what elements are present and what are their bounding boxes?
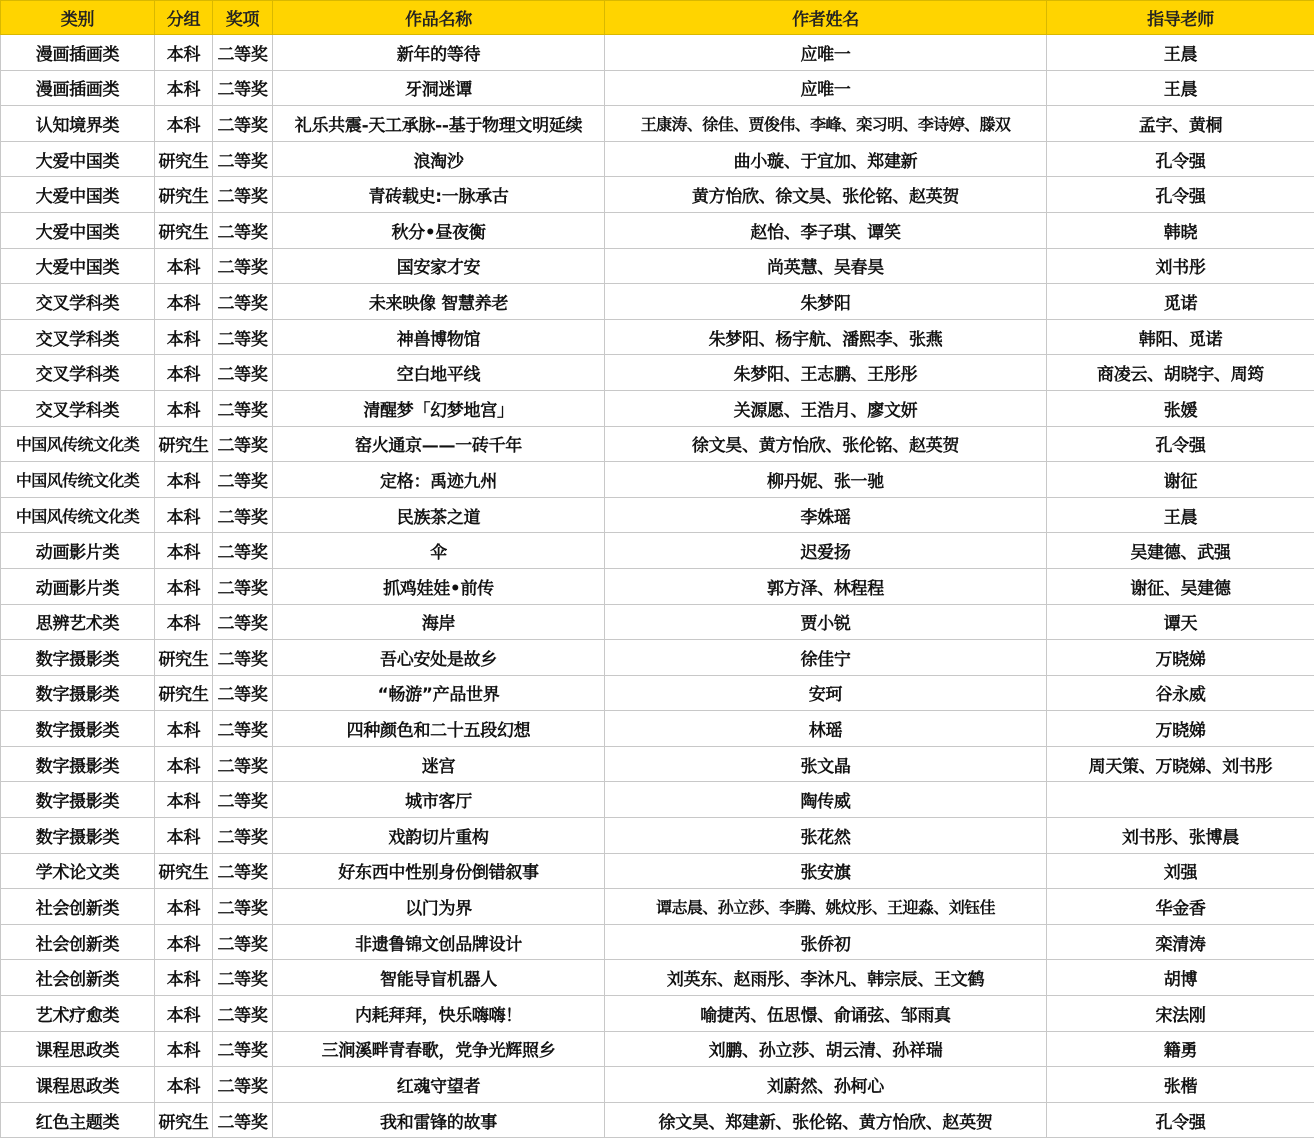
cell-group: 研究生	[155, 212, 213, 248]
table-row	[1, 462, 1314, 498]
cell-author-names: 张文晶	[605, 746, 1047, 782]
cell-group: 本科	[155, 106, 213, 142]
cell-category: 大爱中国类	[1, 248, 155, 284]
cell-group: 本科	[155, 248, 213, 284]
cell-group: 研究生	[155, 1102, 213, 1138]
cell-author-names: 赵怡、李子琪、谭笑	[605, 212, 1047, 248]
table-row	[1, 426, 1314, 462]
cell-award: 二等奖	[213, 818, 273, 854]
cell-category: 漫画插画类	[1, 35, 155, 71]
cell-advisor: 万晓娣	[1047, 640, 1314, 676]
header-work-title: 作品名称	[273, 1, 605, 35]
cell-award: 二等奖	[213, 212, 273, 248]
table-row	[1, 284, 1314, 320]
cell-work-title: 新年的等待	[273, 35, 605, 71]
cell-group: 本科	[155, 355, 213, 391]
cell-advisor: 吴建德、武强	[1047, 533, 1314, 569]
cell-work-title: 浪淘沙	[273, 141, 605, 177]
cell-category: 艺术疗愈类	[1, 996, 155, 1032]
cell-author-names: 黄方怡欣、徐文昊、张伦铭、赵英贺	[605, 177, 1047, 213]
cell-category: 思辨艺术类	[1, 604, 155, 640]
cell-advisor: 谢征	[1047, 462, 1314, 498]
cell-advisor: 孟宇、黄桐	[1047, 106, 1314, 142]
cell-group: 本科	[155, 497, 213, 533]
cell-category: 交叉学科类	[1, 390, 155, 426]
cell-work-title: 红魂守望者	[273, 1067, 605, 1103]
table-row	[1, 70, 1314, 106]
table-row	[1, 604, 1314, 640]
cell-advisor: 谢征、吴建德	[1047, 568, 1314, 604]
cell-category: 课程思政类	[1, 1031, 155, 1067]
cell-work-title: 四种颜色和二十五段幻想	[273, 711, 605, 747]
cell-advisor: 栾清涛	[1047, 924, 1314, 960]
cell-group: 本科	[155, 604, 213, 640]
cell-category: 中国风传统文化类	[1, 497, 155, 533]
cell-award: 二等奖	[213, 996, 273, 1032]
cell-author-names: 柳丹妮、张一驰	[605, 462, 1047, 498]
cell-category: 大爱中国类	[1, 212, 155, 248]
cell-work-title: 城市客厅	[273, 782, 605, 818]
table-row	[1, 212, 1314, 248]
cell-award: 二等奖	[213, 106, 273, 142]
cell-award: 二等奖	[213, 711, 273, 747]
cell-category: 红色主题类	[1, 1102, 155, 1138]
cell-award: 二等奖	[213, 462, 273, 498]
cell-award: 二等奖	[213, 853, 273, 889]
cell-advisor: 王晨	[1047, 497, 1314, 533]
cell-work-title: 迷宫	[273, 746, 605, 782]
cell-category: 交叉学科类	[1, 355, 155, 391]
cell-category: 大爱中国类	[1, 177, 155, 213]
cell-work-title: 礼乐共震-天工承脉--基于物理文明延续	[273, 106, 605, 142]
cell-work-title: 定格：禹迹九州	[273, 462, 605, 498]
cell-author-names: 刘蔚然、孙柯心	[605, 1067, 1047, 1103]
cell-work-title: 青砖载史:一脉承古	[273, 177, 605, 213]
cell-group: 本科	[155, 1067, 213, 1103]
cell-advisor: 王晨	[1047, 70, 1314, 106]
cell-author-names: 曲小璇、于宜加、郑建新	[605, 141, 1047, 177]
cell-group: 本科	[155, 284, 213, 320]
cell-work-title: 窑火通京——一砖千年	[273, 426, 605, 462]
cell-category: 动画影片类	[1, 533, 155, 569]
cell-group: 本科	[155, 319, 213, 355]
cell-group: 本科	[155, 1031, 213, 1067]
header-author-names: 作者姓名	[605, 1, 1047, 35]
cell-author-names: 喻捷芮、伍思憬、俞诵弦、邹雨真	[605, 996, 1047, 1032]
cell-group: 本科	[155, 818, 213, 854]
header-advisor: 指导老师	[1047, 1, 1314, 35]
cell-author-names: 张安旗	[605, 853, 1047, 889]
cell-author-names: 尚英慧、吴春昊	[605, 248, 1047, 284]
cell-advisor: 刘强	[1047, 853, 1314, 889]
cell-advisor: 孔令强	[1047, 141, 1314, 177]
cell-work-title: 非遗鲁锦文创品牌设计	[273, 924, 605, 960]
cell-group: 研究生	[155, 426, 213, 462]
cell-author-names: 迟爱扬	[605, 533, 1047, 569]
cell-work-title: 清醒梦「幻梦地宫」	[273, 390, 605, 426]
cell-group: 研究生	[155, 640, 213, 676]
cell-category: 数字摄影类	[1, 675, 155, 711]
cell-group: 研究生	[155, 141, 213, 177]
cell-work-title: 未来映像 智慧养老	[273, 284, 605, 320]
table-row	[1, 568, 1314, 604]
cell-group: 本科	[155, 462, 213, 498]
cell-work-title: 国安家才安	[273, 248, 605, 284]
cell-work-title: 伞	[273, 533, 605, 569]
cell-award: 二等奖	[213, 604, 273, 640]
table-row	[1, 960, 1314, 996]
cell-category: 社会创新类	[1, 924, 155, 960]
cell-award: 二等奖	[213, 1031, 273, 1067]
cell-award: 二等奖	[213, 426, 273, 462]
cell-category: 数字摄影类	[1, 746, 155, 782]
cell-author-names: 徐佳宁	[605, 640, 1047, 676]
cell-work-title: 神兽博物馆	[273, 319, 605, 355]
cell-advisor: 胡博	[1047, 960, 1314, 996]
cell-advisor: 周天策、万晓娣、刘书彤	[1047, 746, 1314, 782]
cell-author-names: 郭方泽、林程程	[605, 568, 1047, 604]
cell-category: 漫画插画类	[1, 70, 155, 106]
cell-author-names: 刘鹏、孙立莎、胡云清、孙祥瑞	[605, 1031, 1047, 1067]
cell-award: 二等奖	[213, 1102, 273, 1138]
cell-group: 本科	[155, 711, 213, 747]
cell-author-names: 刘英东、赵雨彤、李沐凡、韩宗辰、王文鹤	[605, 960, 1047, 996]
cell-advisor: 孔令强	[1047, 177, 1314, 213]
cell-category: 交叉学科类	[1, 284, 155, 320]
cell-award: 二等奖	[213, 568, 273, 604]
cell-award: 二等奖	[213, 640, 273, 676]
cell-group: 本科	[155, 782, 213, 818]
cell-author-names: 朱梦阳	[605, 284, 1047, 320]
cell-work-title: 以门为界	[273, 889, 605, 925]
cell-category: 数字摄影类	[1, 782, 155, 818]
cell-award: 二等奖	[213, 248, 273, 284]
cell-category: 数字摄影类	[1, 640, 155, 676]
table-row	[1, 924, 1314, 960]
cell-award: 二等奖	[213, 889, 273, 925]
cell-author-names: 王康涛、徐佳、贾俊伟、李峰、栾习明、李诗婷、滕双	[605, 106, 1047, 142]
cell-work-title: 抓鸡娃娃•前传	[273, 568, 605, 604]
table-row	[1, 746, 1314, 782]
cell-advisor: 华金香	[1047, 889, 1314, 925]
cell-author-names: 徐文昊、黄方怡欣、张伦铭、赵英贺	[605, 426, 1047, 462]
table-row	[1, 818, 1314, 854]
cell-work-title: 吾心安处是故乡	[273, 640, 605, 676]
cell-advisor: 孔令强	[1047, 1102, 1314, 1138]
cell-work-title: 民族茶之道	[273, 497, 605, 533]
header-category: 类别	[1, 1, 155, 35]
cell-advisor	[1047, 782, 1314, 818]
cell-award: 二等奖	[213, 355, 273, 391]
cell-work-title: 我和雷锋的故事	[273, 1102, 605, 1138]
cell-group: 本科	[155, 568, 213, 604]
cell-work-title: 三涧溪畔青春歌，党争光辉照乡	[273, 1031, 605, 1067]
cell-advisor: 张楷	[1047, 1067, 1314, 1103]
table-row	[1, 497, 1314, 533]
cell-award: 二等奖	[213, 497, 273, 533]
table-row	[1, 675, 1314, 711]
table-row	[1, 1031, 1314, 1067]
cell-group: 研究生	[155, 853, 213, 889]
cell-author-names: 李姝瑶	[605, 497, 1047, 533]
cell-author-names: 朱梦阳、王志鹏、王彤彤	[605, 355, 1047, 391]
cell-author-names: 贾小锐	[605, 604, 1047, 640]
cell-award: 二等奖	[213, 960, 273, 996]
cell-advisor: 谷永威	[1047, 675, 1314, 711]
cell-award: 二等奖	[213, 1067, 273, 1103]
cell-advisor: 觅诺	[1047, 284, 1314, 320]
cell-author-names: 安珂	[605, 675, 1047, 711]
cell-category: 社会创新类	[1, 889, 155, 925]
table-row	[1, 248, 1314, 284]
cell-author-names: 张侨初	[605, 924, 1047, 960]
cell-advisor: 张媛	[1047, 390, 1314, 426]
cell-advisor: 孔令强	[1047, 426, 1314, 462]
cell-award: 二等奖	[213, 70, 273, 106]
table-row	[1, 141, 1314, 177]
cell-group: 本科	[155, 924, 213, 960]
cell-award: 二等奖	[213, 533, 273, 569]
cell-author-names: 关源愿、王浩月、廖文妍	[605, 390, 1047, 426]
cell-group: 本科	[155, 35, 213, 71]
cell-category: 中国风传统文化类	[1, 426, 155, 462]
cell-award: 二等奖	[213, 924, 273, 960]
cell-category: 中国风传统文化类	[1, 462, 155, 498]
cell-award: 二等奖	[213, 141, 273, 177]
cell-work-title: “畅游”产品世界	[273, 675, 605, 711]
cell-advisor: 宋法刚	[1047, 996, 1314, 1032]
cell-work-title: 好东西中性别身份倒错叙事	[273, 853, 605, 889]
table-row	[1, 390, 1314, 426]
cell-category: 认知境界类	[1, 106, 155, 142]
table-row	[1, 640, 1314, 676]
cell-advisor: 韩阳、觅诺	[1047, 319, 1314, 355]
table-row	[1, 782, 1314, 818]
cell-author-names: 张花然	[605, 818, 1047, 854]
cell-group: 本科	[155, 390, 213, 426]
cell-category: 数字摄影类	[1, 711, 155, 747]
cell-group: 本科	[155, 746, 213, 782]
cell-work-title: 牙洞迷谭	[273, 70, 605, 106]
cell-work-title: 智能导盲机器人	[273, 960, 605, 996]
cell-author-names: 陶传威	[605, 782, 1047, 818]
cell-category: 大爱中国类	[1, 141, 155, 177]
cell-advisor: 商凌云、胡晓宇、周筠	[1047, 355, 1314, 391]
cell-group: 本科	[155, 533, 213, 569]
cell-work-title: 戏韵切片重构	[273, 818, 605, 854]
cell-author-names: 徐文昊、郑建新、张伦铭、黄方怡欣、赵英贺	[605, 1102, 1047, 1138]
cell-author-names: 应唯一	[605, 35, 1047, 71]
cell-group: 本科	[155, 996, 213, 1032]
cell-category: 社会创新类	[1, 960, 155, 996]
table-row	[1, 177, 1314, 213]
cell-award: 二等奖	[213, 319, 273, 355]
cell-advisor: 刘书彤	[1047, 248, 1314, 284]
table-row	[1, 889, 1314, 925]
cell-award: 二等奖	[213, 35, 273, 71]
cell-award: 二等奖	[213, 675, 273, 711]
header-award: 奖项	[213, 1, 273, 35]
table-row	[1, 1102, 1314, 1138]
cell-group: 研究生	[155, 177, 213, 213]
cell-advisor: 刘书彤、张博晨	[1047, 818, 1314, 854]
cell-award: 二等奖	[213, 782, 273, 818]
cell-work-title: 空白地平线	[273, 355, 605, 391]
table-body	[1, 35, 1314, 1138]
cell-author-names: 应唯一	[605, 70, 1047, 106]
cell-advisor: 谭天	[1047, 604, 1314, 640]
cell-advisor: 万晓娣	[1047, 711, 1314, 747]
cell-award: 二等奖	[213, 177, 273, 213]
cell-group: 本科	[155, 889, 213, 925]
cell-category: 动画影片类	[1, 568, 155, 604]
cell-group: 研究生	[155, 675, 213, 711]
table-row	[1, 853, 1314, 889]
table-row	[1, 1067, 1314, 1103]
cell-award: 二等奖	[213, 390, 273, 426]
cell-author-names: 林瑶	[605, 711, 1047, 747]
cell-category: 课程思政类	[1, 1067, 155, 1103]
cell-group: 本科	[155, 70, 213, 106]
cell-category: 学术论文类	[1, 853, 155, 889]
table-row	[1, 533, 1314, 569]
cell-work-title: 海岸	[273, 604, 605, 640]
cell-advisor: 王晨	[1047, 35, 1314, 71]
cell-author-names: 谭志晨、孙立莎、李腾、姚炆彤、王迎淼、刘钰佳	[605, 889, 1047, 925]
table-row	[1, 319, 1314, 355]
table-row	[1, 355, 1314, 391]
cell-author-names: 朱梦阳、杨宇航、潘熙李、张燕	[605, 319, 1047, 355]
cell-award: 二等奖	[213, 746, 273, 782]
cell-category: 交叉学科类	[1, 319, 155, 355]
cell-category: 数字摄影类	[1, 818, 155, 854]
table-row	[1, 996, 1314, 1032]
cell-work-title: 内耗拜拜，快乐嗨嗨！	[273, 996, 605, 1032]
header-group: 分组	[155, 1, 213, 35]
header-row	[1, 1, 1314, 35]
cell-group: 本科	[155, 960, 213, 996]
cell-award: 二等奖	[213, 284, 273, 320]
table-row	[1, 106, 1314, 142]
cell-advisor: 籍勇	[1047, 1031, 1314, 1067]
cell-advisor: 韩晓	[1047, 212, 1314, 248]
table-row	[1, 711, 1314, 747]
cell-work-title: 秋分•昼夜衡	[273, 212, 605, 248]
table-row	[1, 35, 1314, 71]
